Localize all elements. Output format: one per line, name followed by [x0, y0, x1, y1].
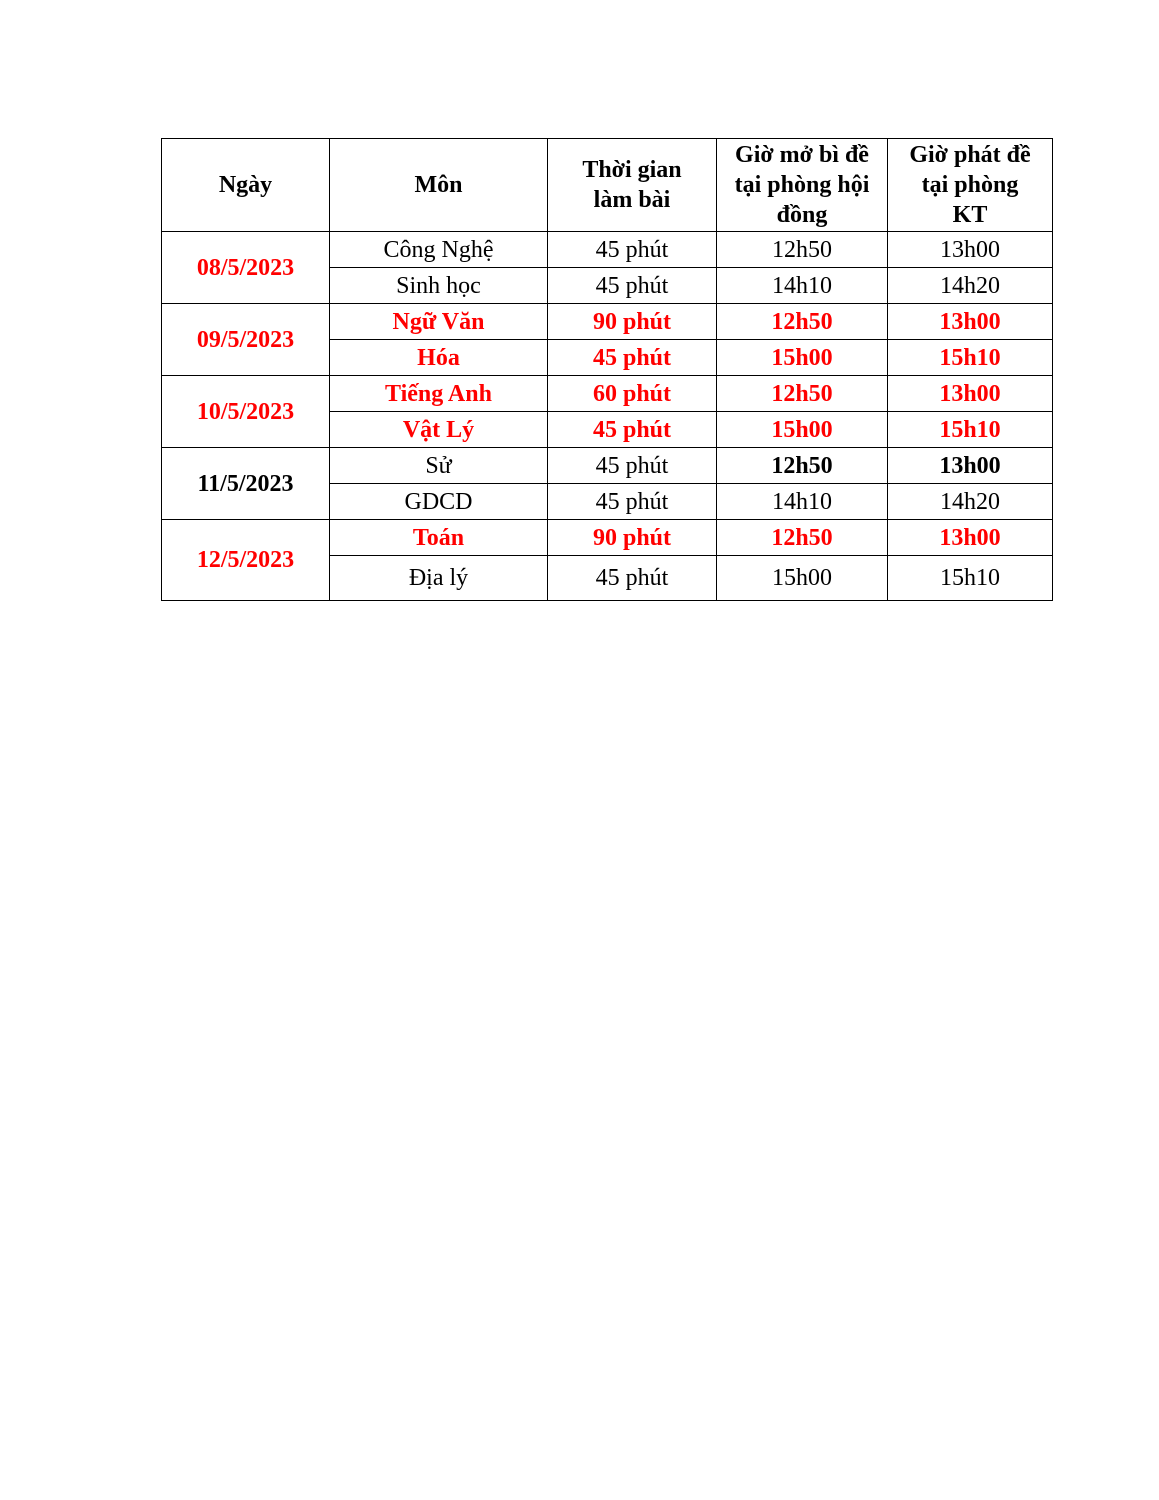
table-row [162, 448, 1053, 484]
open-time-cell: 12h50 [717, 520, 888, 556]
distribute-time-cell: 13h00 [888, 520, 1053, 556]
subject-cell: Công Nghệ [330, 232, 548, 268]
date-cell: 09/5/2023 [162, 304, 330, 376]
subject-cell: Ngữ Văn [330, 304, 548, 340]
duration-cell: 45 phút [548, 232, 717, 268]
date-cell: 11/5/2023 [162, 448, 330, 520]
distribute-time-cell: 15h10 [888, 340, 1053, 376]
header-duration: Thời gian làm bài [548, 139, 717, 232]
distribute-time-cell: 13h00 [888, 304, 1053, 340]
open-time-cell: 15h00 [717, 340, 888, 376]
open-time-cell: 15h00 [717, 412, 888, 448]
table-row [162, 520, 1053, 556]
open-time-cell: 14h10 [717, 484, 888, 520]
open-time-cell: 12h50 [717, 304, 888, 340]
distribute-time-cell: 13h00 [888, 448, 1053, 484]
subject-cell: Địa lý [330, 556, 548, 601]
duration-cell: 45 phút [548, 556, 717, 601]
open-time-cell: 14h10 [717, 268, 888, 304]
header-subject: Môn [330, 139, 548, 232]
table-row [162, 232, 1053, 268]
subject-cell: Sử [330, 448, 548, 484]
distribute-time-cell: 15h10 [888, 556, 1053, 601]
table-row [162, 376, 1053, 412]
duration-cell: 45 phút [548, 412, 717, 448]
subject-cell: Toán [330, 520, 548, 556]
date-cell: 10/5/2023 [162, 376, 330, 448]
duration-cell: 60 phút [548, 376, 717, 412]
distribute-time-cell: 14h20 [888, 268, 1053, 304]
subject-cell: Sinh học [330, 268, 548, 304]
duration-cell: 45 phút [548, 448, 717, 484]
header-distribute-time: Giờ phát đề tại phòng KT [888, 139, 1053, 232]
distribute-time-cell: 15h10 [888, 412, 1053, 448]
exam-schedule-table [161, 138, 1053, 601]
subject-cell: Vật Lý [330, 412, 548, 448]
date-cell: 08/5/2023 [162, 232, 330, 304]
open-time-cell: 12h50 [717, 376, 888, 412]
duration-cell: 45 phút [548, 484, 717, 520]
duration-cell: 90 phút [548, 304, 717, 340]
header-open-time: Giờ mở bì đề tại phòng hội đồng [717, 139, 888, 232]
open-time-cell: 12h50 [717, 232, 888, 268]
duration-cell: 45 phút [548, 340, 717, 376]
distribute-time-cell: 14h20 [888, 484, 1053, 520]
subject-cell: Tiếng Anh [330, 376, 548, 412]
distribute-time-cell: 13h00 [888, 376, 1053, 412]
distribute-time-cell: 13h00 [888, 232, 1053, 268]
subject-cell: Hóa [330, 340, 548, 376]
header-row [162, 139, 1053, 232]
header-date: Ngày [162, 139, 330, 232]
subject-cell: GDCD [330, 484, 548, 520]
date-cell: 12/5/2023 [162, 520, 330, 601]
open-time-cell: 12h50 [717, 448, 888, 484]
duration-cell: 45 phút [548, 268, 717, 304]
open-time-cell: 15h00 [717, 556, 888, 601]
duration-cell: 90 phút [548, 520, 717, 556]
table-row [162, 304, 1053, 340]
